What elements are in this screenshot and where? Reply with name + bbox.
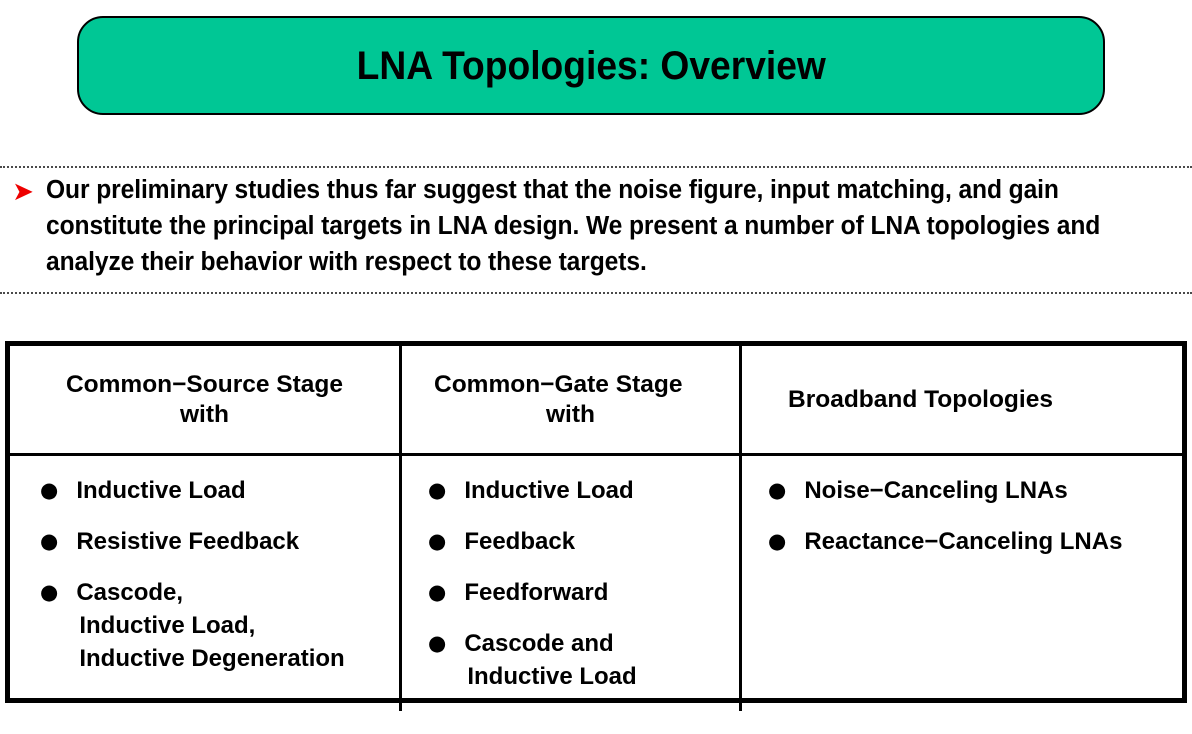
list-item [402,576,739,609]
list-item-line: Feedback [464,528,576,555]
list-item [10,576,399,675]
list-item [742,474,1182,507]
list-item-label [464,474,739,507]
table-cell-common-gate-list [402,456,742,711]
list-item-line: Inductive Load, [79,612,256,639]
list-item-line: Noise−Canceling LNAs [804,477,1068,504]
bullet-dot-icon: ● [40,529,59,553]
list-item [402,525,739,558]
table-header-line-1: Common−Gate Stage [434,370,683,398]
divider-top [0,166,1192,168]
list-item-label [804,525,1182,558]
table-header-line-1: Broadband Topologies [788,385,1053,413]
intro-paragraph-text: Our preliminary studies thus far suggest that the noise figure, input matching, and gain constitute the principal targets in LNA design. We present a number of LNA topologies and analyze their behavior with respect to these targets. [46,176,1101,276]
list-item [10,474,399,507]
list-item-label [76,525,399,558]
bullet-dot-icon: ● [428,580,447,604]
list-item [10,525,399,558]
list-item-label [464,525,739,558]
table-cell-common-source-list [10,456,402,711]
list-item-line: Feedforward [464,579,609,606]
list-item-label [804,474,1182,507]
divider-bottom [0,292,1192,294]
list-item-line: Resistive Feedback [76,528,300,555]
bullet-dot-icon: ● [428,529,447,553]
list-item-label [76,576,399,675]
slide-title-banner [77,16,1105,115]
arrow-bullet-icon: ➤ [12,177,34,207]
list-item-line: Inductive Degeneration [79,645,345,672]
list-item [402,627,739,693]
bullet-dot-icon: ● [40,478,59,502]
list-item-line: Inductive Load [467,663,637,690]
bullet-dot-icon: ● [768,478,787,502]
list-item-line: Cascode, [76,579,184,606]
table-header-broadband [742,346,1182,453]
table-header-line-2: with [546,400,595,428]
list-item-line: Reactance−Canceling LNAs [804,528,1123,555]
list-item [402,474,739,507]
table-header-common-source [10,346,402,453]
page-title: LNA Topologies: Overview [356,43,826,88]
topologies-table [5,341,1187,703]
list-item-line: Inductive Load [76,477,246,504]
table-header-row [10,346,1182,456]
bullet-dot-icon: ● [40,580,59,604]
bullet-dot-icon: ● [428,478,447,502]
list-item-line: Inductive Load [464,477,634,504]
table-header-line-2: with [180,400,229,428]
table-header-common-gate [402,346,742,453]
list-item-label [76,474,399,507]
table-cell-broadband-list [742,456,1182,711]
table-header-line-1: Common−Source Stage [65,370,344,398]
intro-paragraph-block [0,172,1192,280]
list-item-label [464,576,739,609]
table-body-row [10,456,1182,711]
list-item [742,525,1182,558]
list-item-line: Cascode and [464,630,614,657]
bullet-dot-icon: ● [768,529,787,553]
bullet-dot-icon: ● [428,631,447,655]
list-item-label [464,627,739,693]
